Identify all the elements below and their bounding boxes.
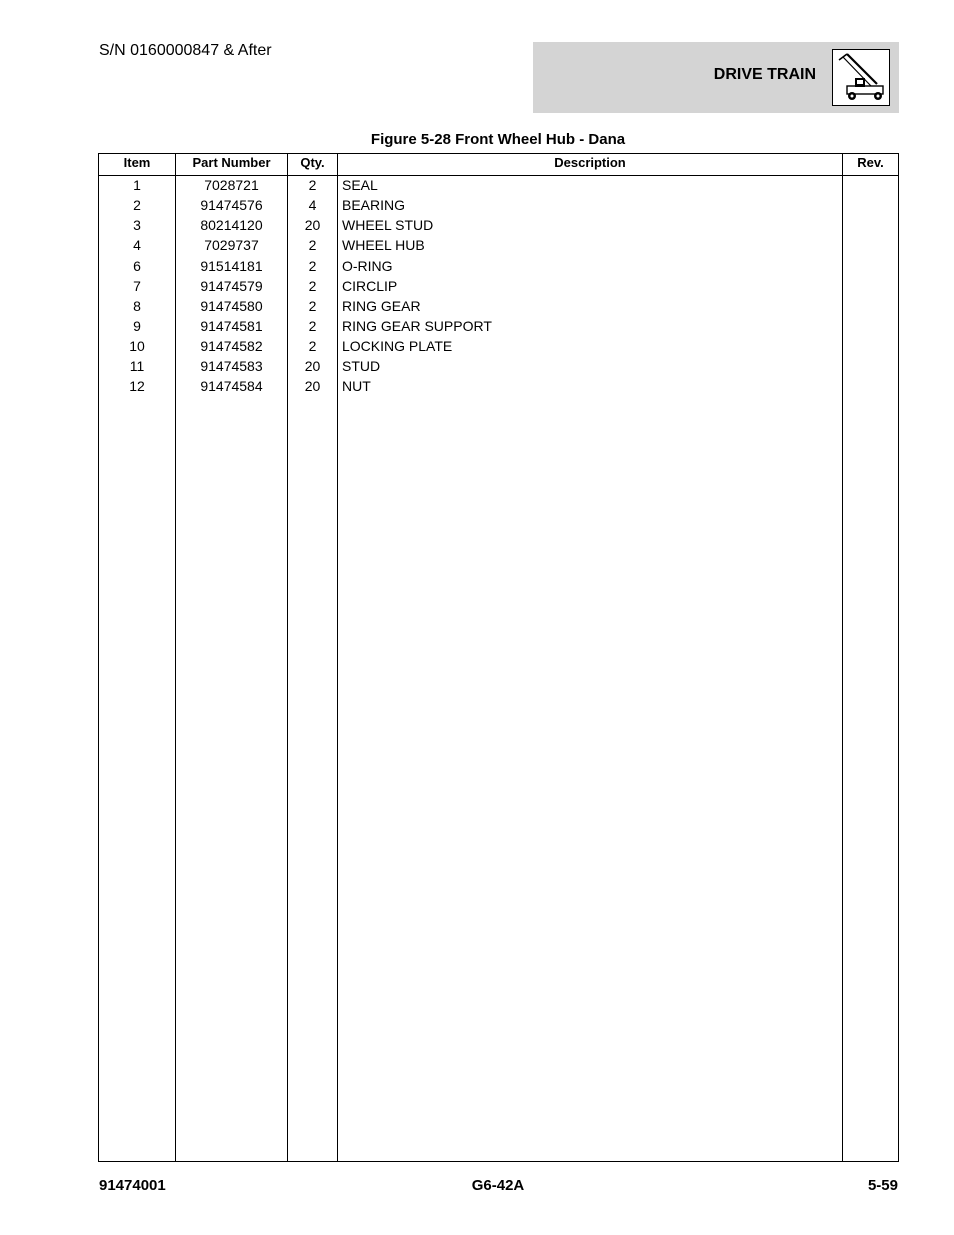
part-number-cell: 91474583 <box>200 358 263 375</box>
description-cell: STUD <box>342 358 381 375</box>
description-cell: RING GEAR SUPPORT <box>342 317 492 334</box>
description-cell: SEAL <box>342 177 378 193</box>
item-cell: 8 <box>133 297 141 314</box>
column-header-qty: Qty. <box>300 155 325 170</box>
part-number-cell: 80214120 <box>200 217 263 234</box>
parts-table <box>98 153 899 1162</box>
description-cell: CIRCLIP <box>342 277 398 294</box>
description-cell: RING GEAR <box>342 297 421 314</box>
part-number-cell: 91474584 <box>200 378 263 395</box>
part-number-cell: 91474580 <box>200 297 263 314</box>
description-cell: WHEEL HUB <box>342 237 425 254</box>
part-number-cell: 91474581 <box>200 317 263 334</box>
description-cell: LOCKING PLATE <box>342 338 453 355</box>
part-number-cell: 91474576 <box>200 197 263 214</box>
item-cell: 7 <box>133 277 141 294</box>
figure-title: Figure 5-28 Front Wheel Hub - Dana <box>370 131 626 148</box>
item-cell: 9 <box>133 317 141 334</box>
qty-cell: 2 <box>308 177 317 193</box>
qty-cell: 2 <box>308 237 317 254</box>
part-number-cell: 7029737 <box>204 237 259 254</box>
section-title: DRIVE TRAIN <box>713 66 816 83</box>
item-cell: 12 <box>129 378 145 395</box>
table-row <box>99 317 898 337</box>
qty-cell: 20 <box>304 358 321 375</box>
part-number-cell: 7028721 <box>204 177 259 193</box>
item-cell: 11 <box>129 358 145 375</box>
table-row <box>99 337 898 357</box>
qty-cell: 20 <box>304 378 321 395</box>
item-cell: 10 <box>129 338 145 355</box>
qty-cell: 2 <box>308 277 317 294</box>
footer-model: G6-42A <box>471 1177 525 1194</box>
qty-cell: 2 <box>308 338 317 355</box>
table-row <box>99 257 898 277</box>
description-cell: O-RING <box>342 257 393 274</box>
item-cell: 3 <box>133 217 141 234</box>
description-cell: NUT <box>342 378 371 395</box>
footer-doc-number: 91474001 <box>99 1177 166 1194</box>
section-tab <box>533 42 899 113</box>
column-header-rev: Rev. <box>857 155 884 170</box>
qty-cell: 20 <box>304 217 321 234</box>
telehandler-icon <box>832 49 890 106</box>
description-cell: BEARING <box>342 197 406 214</box>
table-row <box>99 277 898 297</box>
column-header-description: Description <box>554 155 626 170</box>
column-header-part-number: Part Number <box>192 155 271 170</box>
item-cell: 6 <box>133 257 141 274</box>
serial-number-range: S/N 0160000847 & After <box>99 42 272 59</box>
table-row <box>99 236 898 256</box>
qty-cell: 2 <box>308 257 317 274</box>
table-row <box>99 176 898 196</box>
part-number-cell: 91474579 <box>200 277 263 294</box>
column-header-item: Item <box>123 155 151 170</box>
table-row <box>99 216 898 236</box>
description-cell: WHEEL STUD <box>342 217 434 234</box>
qty-cell: 2 <box>308 317 317 334</box>
table-row <box>99 297 898 317</box>
item-cell: 4 <box>133 237 141 254</box>
qty-cell: 2 <box>308 297 317 314</box>
table-row <box>99 196 898 216</box>
item-cell: 1 <box>133 177 141 193</box>
qty-cell: 4 <box>308 197 317 214</box>
part-number-cell: 91474582 <box>200 338 263 355</box>
part-number-cell: 91514181 <box>200 257 263 274</box>
item-cell: 2 <box>133 197 141 214</box>
table-body <box>99 176 898 398</box>
table-row <box>99 357 898 377</box>
footer-page-number: 5-59 <box>867 1177 898 1194</box>
table-row <box>99 377 898 397</box>
